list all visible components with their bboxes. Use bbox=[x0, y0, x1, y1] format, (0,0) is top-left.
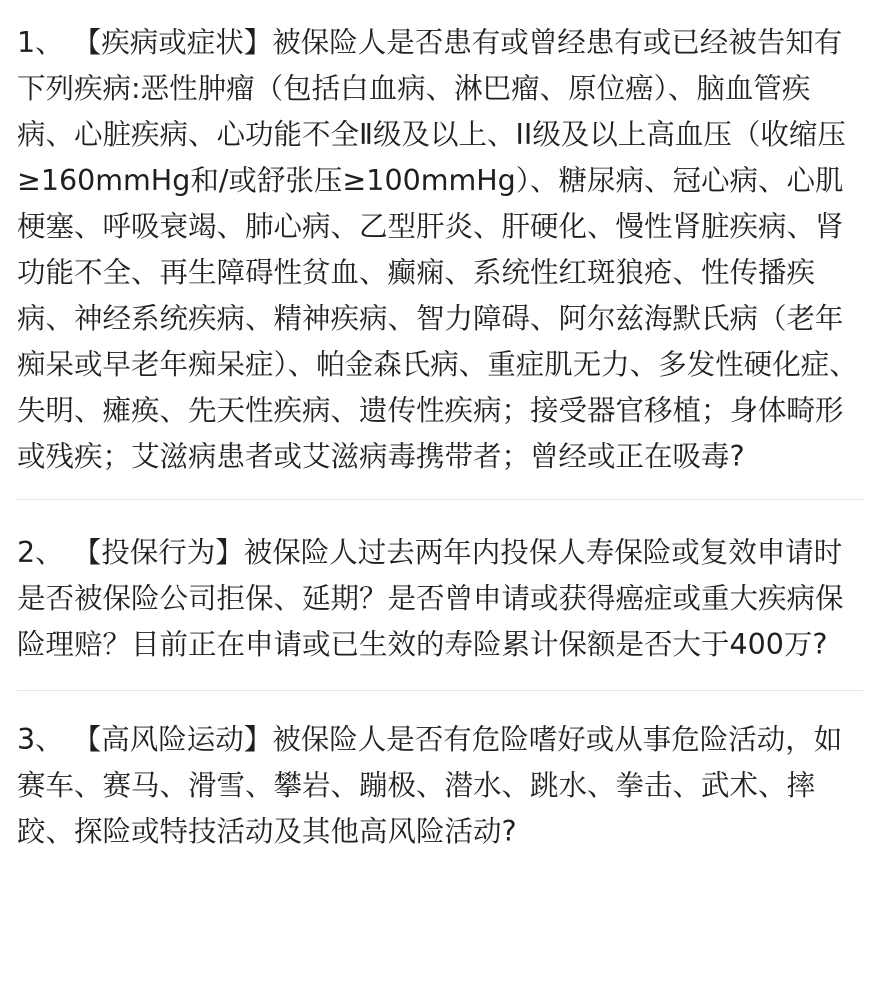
divider bbox=[17, 499, 863, 500]
question-3-high-risk-sports: 3、 【高风险运动】被保险人是否有危险嗜好或从事危险活动，如赛车、赛马、滑雪、攀岩、蹦极、潜水、跳水、拳击、武术、摔跤、探险或特技活动及其他高风险活动? bbox=[17, 723, 843, 848]
question-1-disease: 1、 【疾病或症状】被保险人是否患有或曾经患有或已经被告知有下列疾病:恶性肿瘤（包括白血病、淋巴瘤、原位癌）、脑血管疾病、心脏疾病、心功能不全Ⅱ级及以上、II级及以上高血压（收缩压≥160mmHg和/或舒张压≥100mmHg）、糖尿病、冠心病、心肌梗塞、呼吸衰竭、肺心病、乙型肝炎、肝硬化、慢性肾脏疾病、肾功能不全、再生障碍性贫血、癫痫、系统性红斑狼疮、性传播疾病、神经系统疾病、精神疾病、智力障碍、阿尔兹海默氏病（老年痴呆或早老年痴呆症）、帕金森氏病、重症肌无力、多发性硬化症、失明、瘫痪、先天性疾病、遗传性疾病；接受器官移植；身体畸形或残疾；艾滋病患者或艾滋病毒携带者；曾经或正在吸毒? bbox=[17, 26, 858, 473]
question-2-insurance-behavior: 2、 【投保行为】被保险人过去两年内投保人寿保险或复效申请时是否被保险公司拒保、延期？是否曾申请或获得癌症或重大疾病保险理赔？目前正在申请或已生效的寿险累计保额是否大于400万? bbox=[17, 536, 844, 661]
divider bbox=[17, 690, 863, 691]
